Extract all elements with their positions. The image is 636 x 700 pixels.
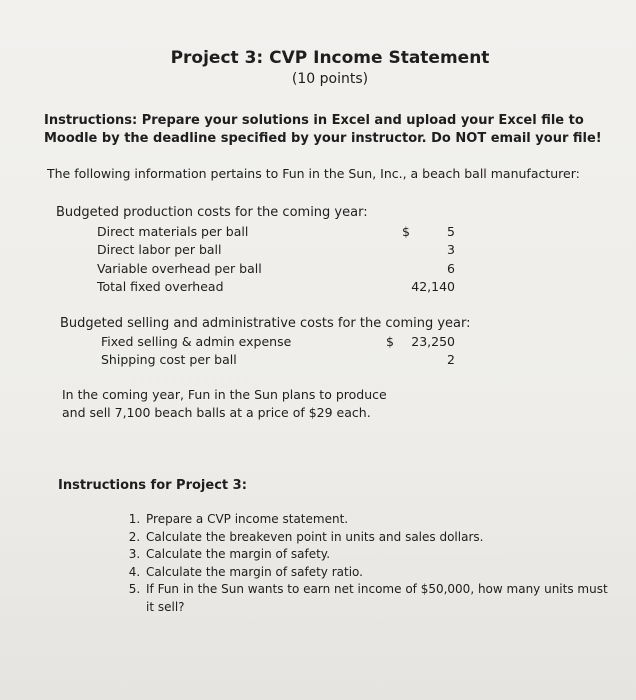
production-item-value: 42,140 <box>411 279 455 294</box>
page-title: Project 3: CVP Income Statement <box>170 48 490 68</box>
project-instructions-heading: Instructions for Project 3: <box>58 478 247 493</box>
production-item-label: Variable overhead per ball <box>97 261 262 276</box>
selling-item-value: 2 <box>447 352 455 367</box>
currency-symbol: $ <box>402 224 410 239</box>
task-item: 1. Prepare a CVP income statement. <box>144 511 612 529</box>
selling-item-label: Shipping cost per ball <box>101 352 237 367</box>
selling-heading: Budgeted selling and administrative costs for the coming year: <box>60 316 471 331</box>
page-subtitle: (10 points) <box>291 71 369 87</box>
selling-item-value: 23,250 <box>411 334 455 349</box>
currency-symbol: $ <box>386 334 394 349</box>
task-item: 4. Calculate the margin of safety ratio. <box>144 564 612 582</box>
intro-text: The following information pertains to Fun in the Sun, Inc., a beach ball manufacturer: <box>47 166 580 181</box>
production-item-value: 5 <box>447 224 455 239</box>
production-plan-text: In the coming year, Fun in the Sun plans to produce and sell 7,100 beach balls at a price of $29 each. <box>62 387 387 420</box>
task-item: 3. Calculate the margin of safety. <box>144 546 612 564</box>
task-list <box>122 511 612 616</box>
production-item-label: Direct labor per ball <box>97 242 222 257</box>
production-item-label: Direct materials per ball <box>97 224 249 239</box>
task-item: 5. If Fun in the Sun wants to earn net income of $50,000, how many units must it sell? <box>144 581 612 616</box>
production-item-value: 3 <box>447 242 455 257</box>
task-item: 2. Calculate the breakeven point in units and sales dollars. <box>144 529 612 547</box>
production-heading: Budgeted production costs for the coming year: <box>56 205 368 220</box>
selling-item-label: Fixed selling & admin expense <box>101 334 292 349</box>
general-instructions: Instructions: Prepare your solutions in Excel and upload your Excel file to Moodle by the deadline specified by your instructor. Do NOT email your file! <box>44 113 602 146</box>
production-item-value: 6 <box>447 261 455 276</box>
production-item-label: Total fixed overhead <box>97 279 224 294</box>
